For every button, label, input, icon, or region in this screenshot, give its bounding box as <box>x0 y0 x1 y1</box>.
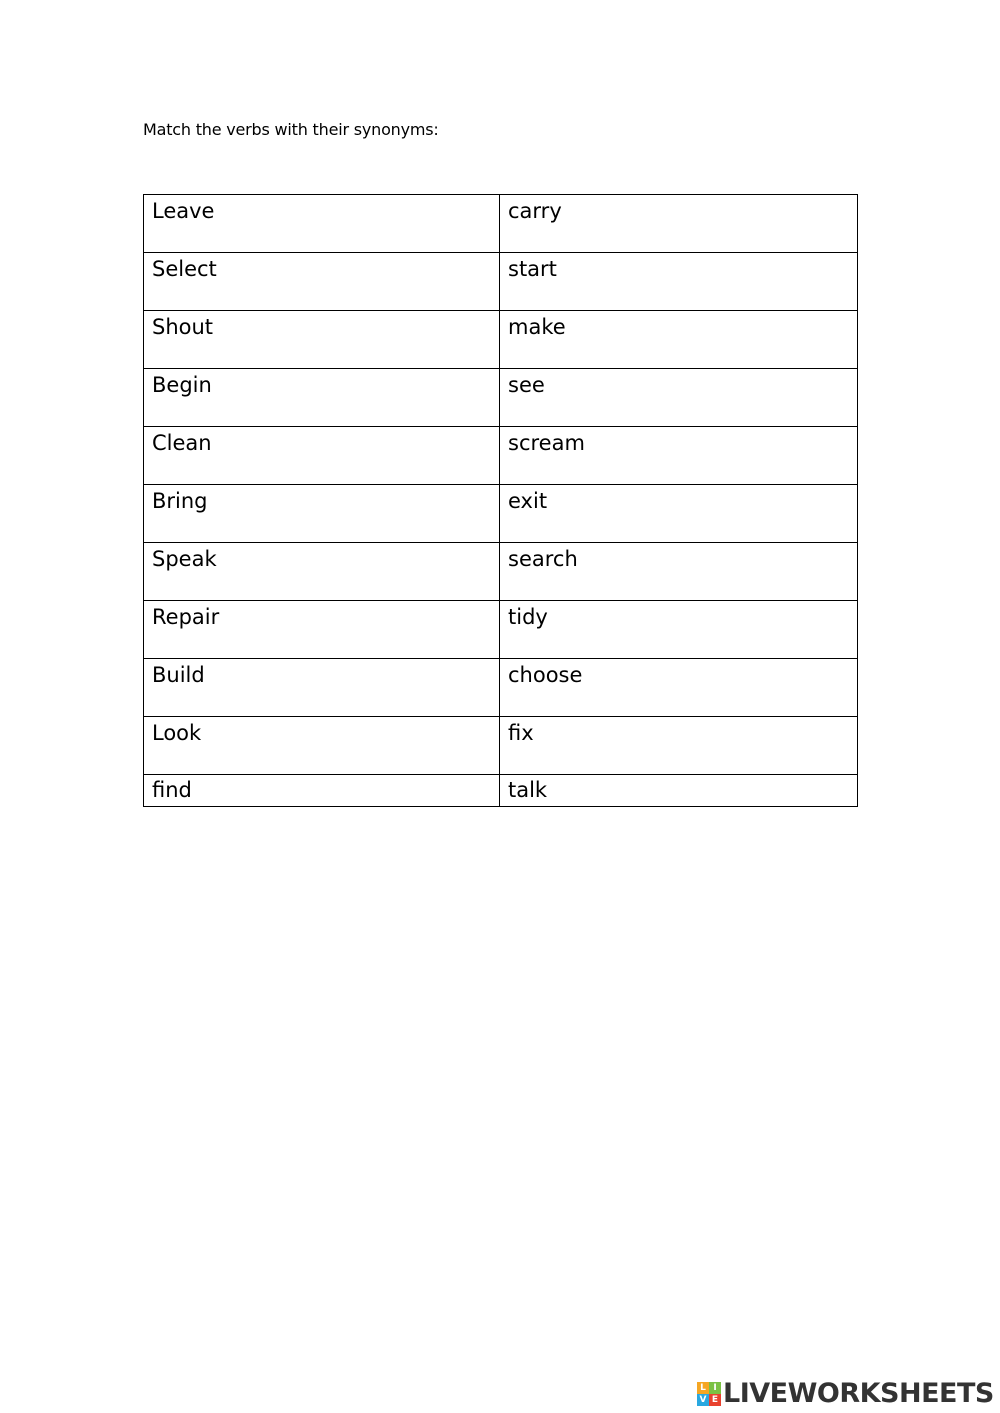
synonym-cell: make <box>500 311 858 369</box>
synonym-cell: search <box>500 543 858 601</box>
logo-tile-l: L <box>697 1382 709 1394</box>
verb-cell: Begin <box>144 369 500 427</box>
table-row <box>144 543 858 601</box>
synonym-cell: exit <box>500 485 858 543</box>
logo-tile-e: E <box>709 1394 721 1406</box>
synonym-cell: choose <box>500 659 858 717</box>
liveworksheets-logo-icon <box>697 1382 721 1406</box>
verb-cell: Shout <box>144 311 500 369</box>
matching-table <box>143 194 858 807</box>
liveworksheets-logo[interactable] <box>697 1378 994 1410</box>
synonym-cell: fix <box>500 717 858 775</box>
synonym-cell: carry <box>500 195 858 253</box>
table-row <box>144 427 858 485</box>
synonym-cell: scream <box>500 427 858 485</box>
worksheet-instruction: Match the verbs with their synonyms: <box>143 120 439 139</box>
brand-wordmark: LIVEWORKSHEETS <box>723 1378 994 1409</box>
verb-cell: Repair <box>144 601 500 659</box>
verb-cell: Leave <box>144 195 500 253</box>
table-row <box>144 253 858 311</box>
table-row <box>144 311 858 369</box>
verb-cell: Look <box>144 717 500 775</box>
synonym-cell: tidy <box>500 601 858 659</box>
synonym-cell: see <box>500 369 858 427</box>
verb-cell: Clean <box>144 427 500 485</box>
table-row <box>144 775 858 807</box>
table-row <box>144 195 858 253</box>
table-row <box>144 485 858 543</box>
verb-cell: Select <box>144 253 500 311</box>
table-row <box>144 369 858 427</box>
table-row <box>144 601 858 659</box>
synonym-cell: start <box>500 253 858 311</box>
synonym-cell: talk <box>500 775 858 807</box>
logo-tile-v: V <box>697 1394 709 1406</box>
verb-cell: Bring <box>144 485 500 543</box>
logo-tile-i: I <box>709 1382 721 1394</box>
verb-cell: find <box>144 775 500 807</box>
verb-cell: Speak <box>144 543 500 601</box>
table-row <box>144 717 858 775</box>
table-row <box>144 659 858 717</box>
verb-cell: Build <box>144 659 500 717</box>
